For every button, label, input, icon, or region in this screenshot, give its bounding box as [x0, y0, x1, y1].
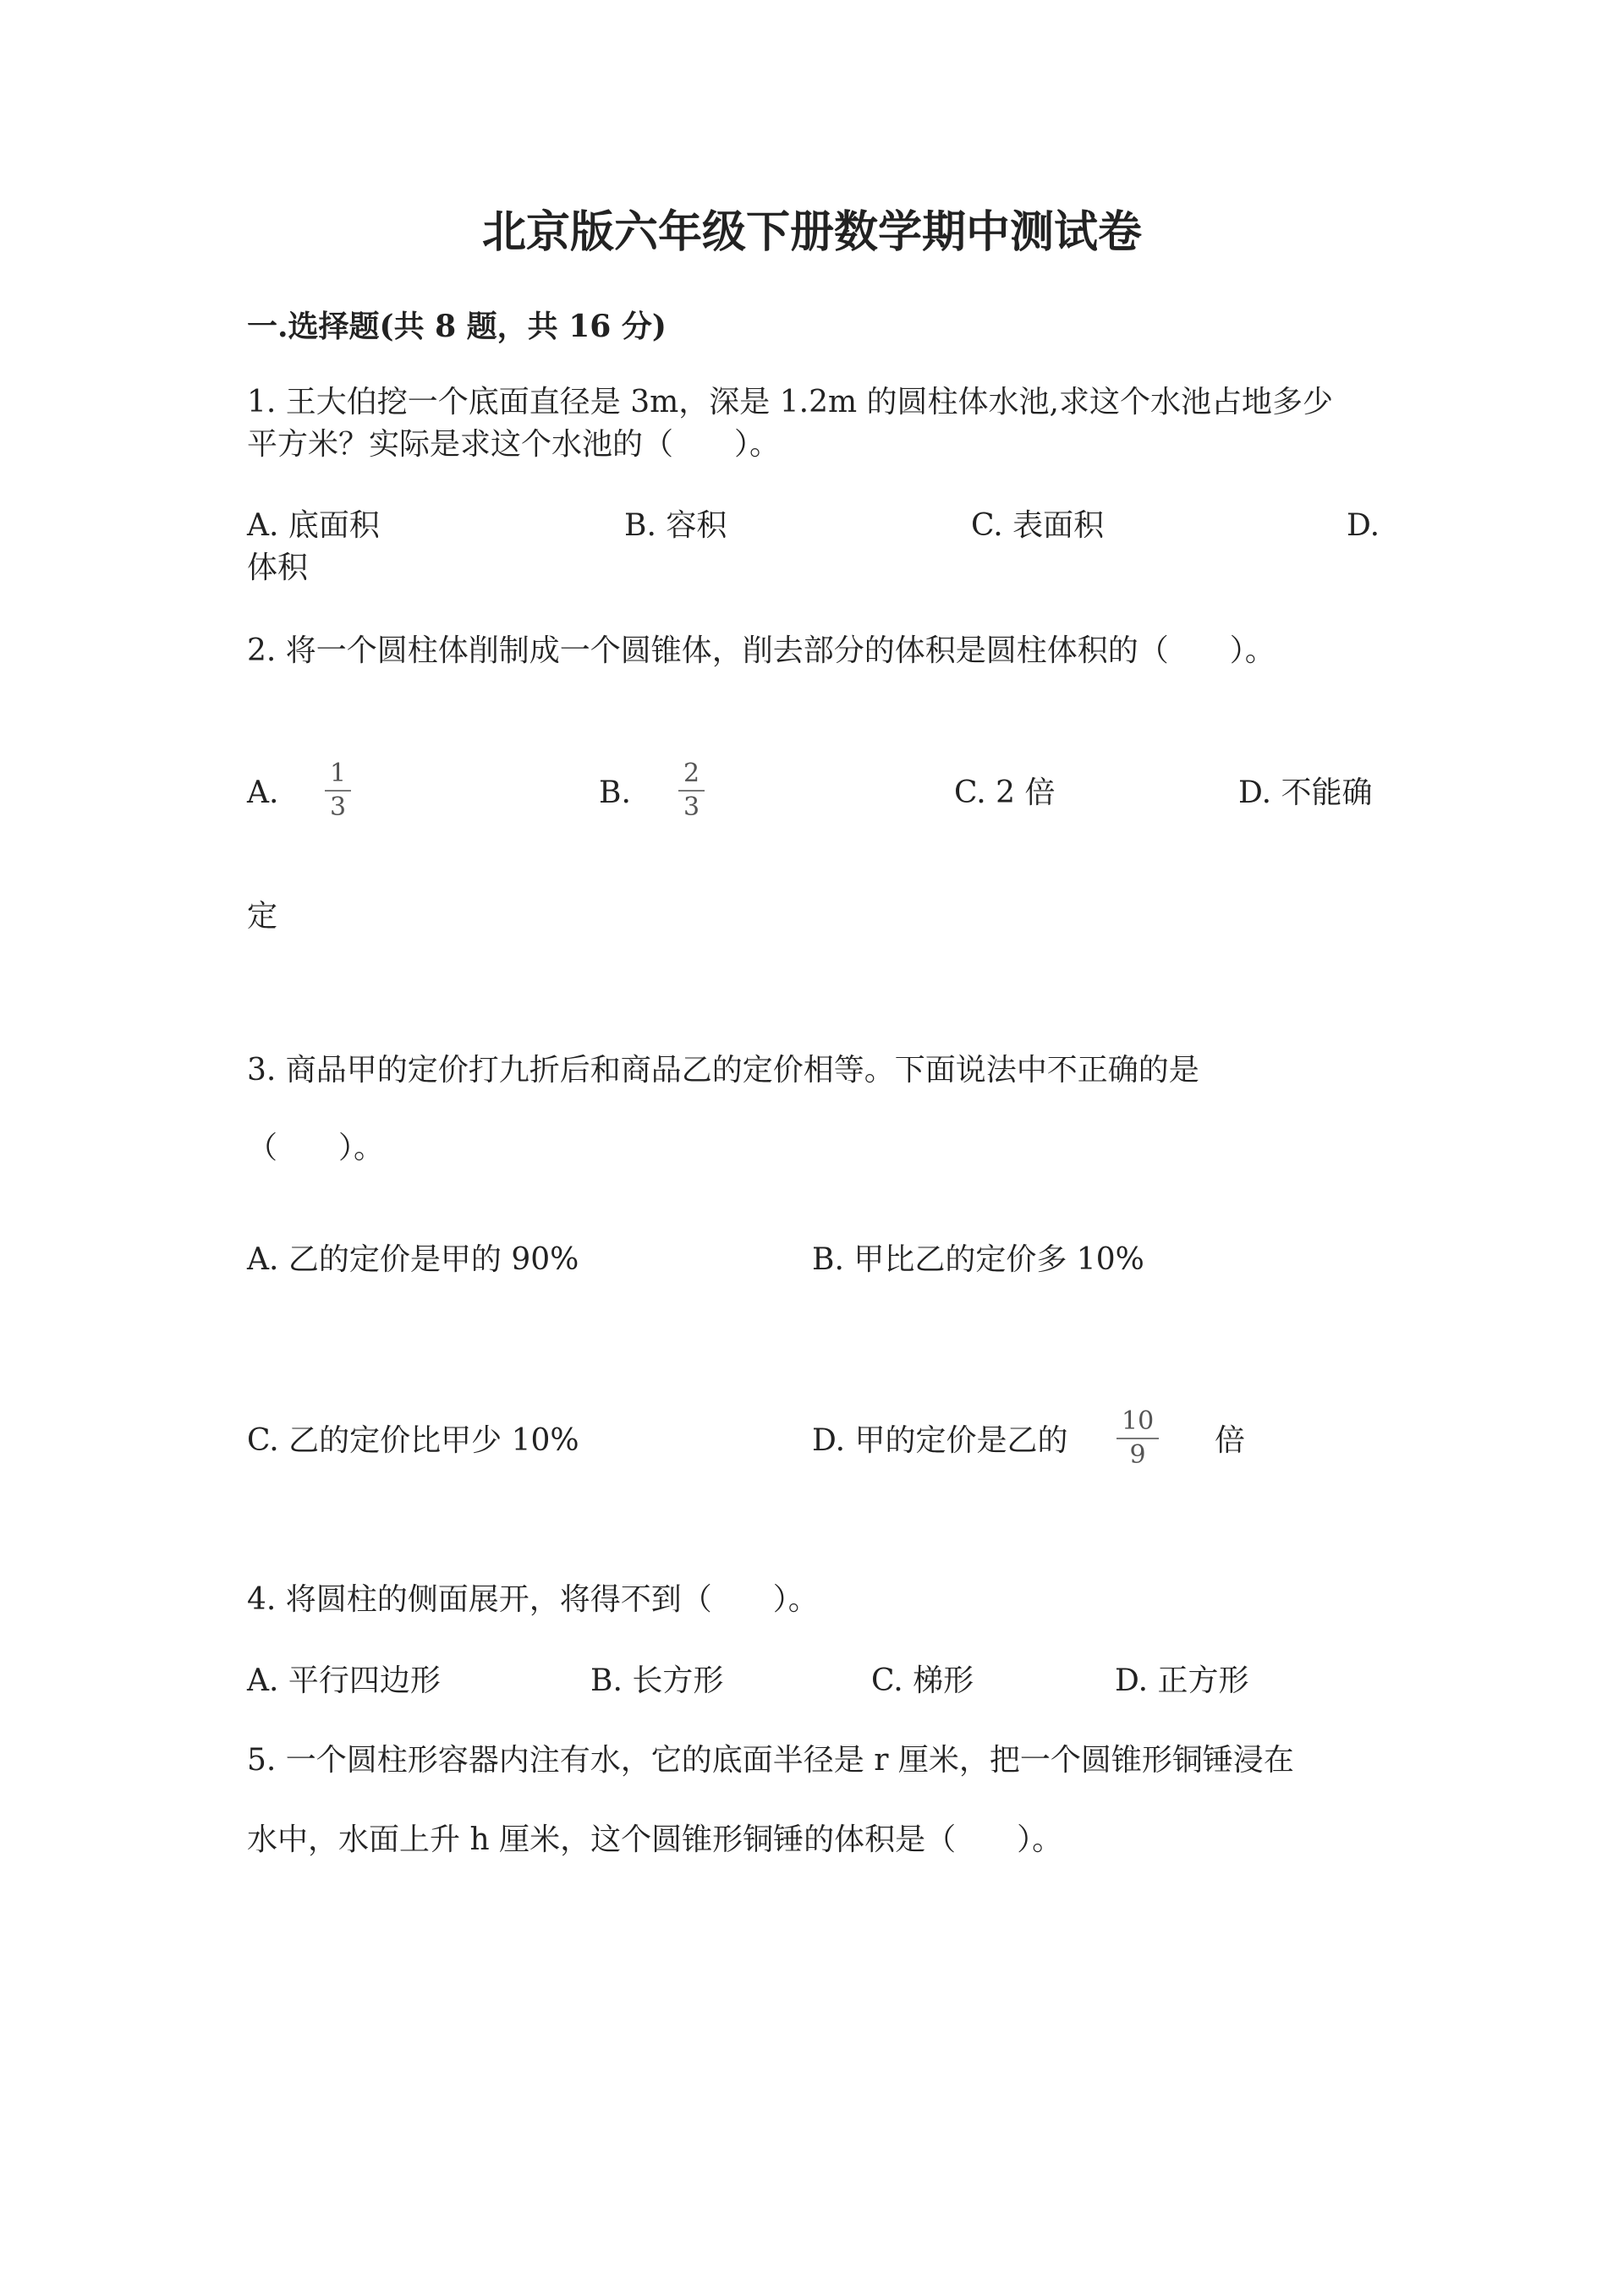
question-2-option-d-wrap: 定 — [247, 899, 278, 934]
question-1-line-2: 平方米？实际是求这个水池的（ ）。 — [247, 427, 781, 462]
question-1-option-d: D. — [1347, 508, 1380, 543]
question-2-line-1: 2. 将一个圆柱体削制成一个圆锥体，削去部分的体积是圆柱体积的（ ）。 — [247, 633, 1276, 668]
fraction-bar — [325, 790, 351, 792]
question-5-line-1: 5. 一个圆柱形容器内注有水，它的底面半径是 r 厘米，把一个圆锥形铜锤浸在 — [247, 1743, 1294, 1778]
question-5-line-2: 水中，水面上升 h 厘米，这个圆锥形铜锤的体积是（ ）。 — [247, 1822, 1063, 1857]
question-3-option-a: A. 乙的定价是甲的 90% — [247, 1242, 579, 1277]
question-1-option-a: A. 底面积 — [247, 508, 380, 543]
question-4-line-1: 4. 将圆柱的侧面展开，将得不到（ ）。 — [247, 1582, 819, 1617]
fraction-bar — [678, 790, 705, 792]
question-4-option-c: C. 梯形 — [871, 1663, 974, 1698]
fraction-numerator: 10 — [1122, 1406, 1155, 1436]
question-2-option-c: C. 2 倍 — [954, 775, 1056, 810]
fraction-numerator: 1 — [330, 759, 347, 788]
question-1-option-b: B. 容积 — [624, 508, 727, 543]
question-1-option-c: C. 表面积 — [971, 508, 1105, 543]
question-4-option-d: D. 正方形 — [1115, 1663, 1249, 1698]
fraction-numerator: 2 — [683, 759, 700, 788]
question-2-option-d: D. 不能确 — [1238, 775, 1373, 810]
question-3-option-d-prefix: D. 甲的定价是乙的 — [812, 1423, 1068, 1458]
question-3-line-1: 3. 商品甲的定价打九折后和商品乙的定价相等。下面说法中不正确的是 — [247, 1053, 1199, 1088]
question-2-option-a-fraction — [325, 759, 351, 822]
question-3-option-c: C. 乙的定价比甲少 10% — [247, 1423, 579, 1458]
question-3-option-d-suffix: 倍 — [1215, 1423, 1246, 1458]
question-2-option-b-label: B. — [599, 775, 631, 810]
fraction-bar — [1116, 1438, 1159, 1439]
page-title: 北京版六年级下册数学期中测试卷 — [481, 206, 1142, 258]
question-3-option-b: B. 甲比乙的定价多 10% — [812, 1242, 1144, 1277]
fraction-denominator: 3 — [683, 792, 700, 822]
section-heading: 一.选择题(共 8 题，共 16 分) — [247, 309, 667, 344]
question-2-option-b-fraction — [678, 759, 705, 822]
question-4-option-a: A. 平行四边形 — [247, 1663, 441, 1698]
question-3-option-d-fraction — [1116, 1407, 1159, 1470]
question-1-line-1: 1. 王大伯挖一个底面直径是 3m，深是 1.2m 的圆柱体水池,求这个水池占地多少 — [247, 385, 1333, 419]
question-1-option-d-wrap: 体积 — [247, 551, 309, 585]
question-4-option-b: B. 长方形 — [590, 1663, 724, 1698]
fraction-denominator: 9 — [1129, 1440, 1146, 1470]
question-3-line-2: （ ）。 — [247, 1131, 385, 1165]
question-2-option-a-label: A. — [247, 775, 279, 810]
fraction-denominator: 3 — [330, 792, 347, 822]
